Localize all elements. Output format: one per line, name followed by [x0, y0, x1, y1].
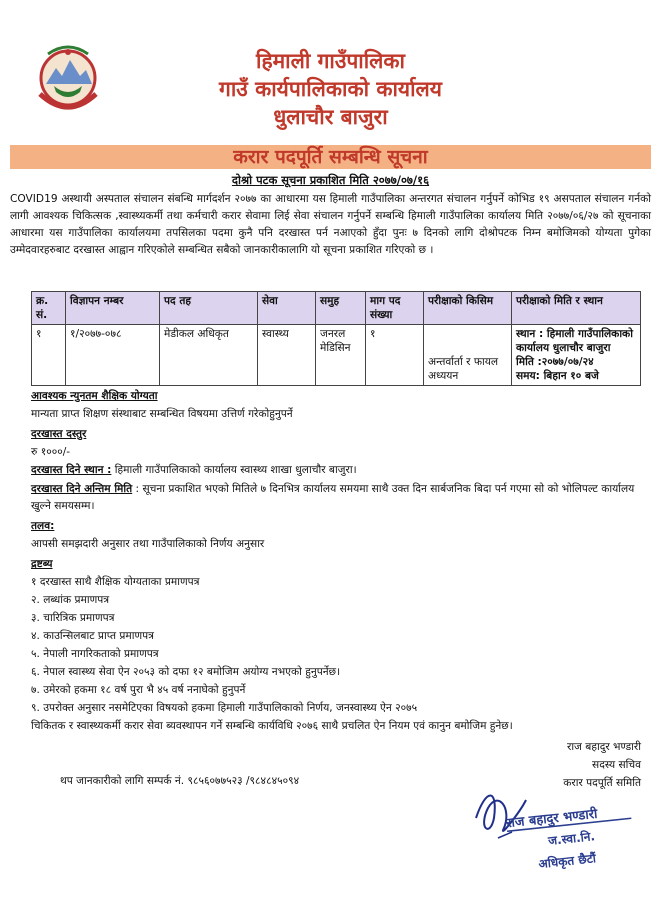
qualification-text: मान्यता प्राप्त शिक्षण संस्थाबाट सम्बन्धित विषयमा उत्तिर्ण गरेकोहुनुपर्ने: [31, 408, 293, 420]
vacancy-table: [31, 291, 641, 386]
intro-paragraph: COVID19 अस्थायी अस्पताल संचालन संबन्धि मार्गदर्शन २०७७ का आधारमा यस हिमाली गाउँपालिका अन्तरगत संचालन गर्नुपर्ने कोभिड १९ असपताल संचालन गर्नको लागी आवश्यक चिकित्सक ,स्वास्थ्यकर्मी तथा कर्मचारी करार सेवामा लिई सेवा संचालन गर्नुपर्ने सम्बन्धि हिमाली गाउँपालिका कार्यालय मिति २०७७/०६/२७ को सूचनाका आधारमा यस गाउँपालिका कार्यालयमा तपसिलका पदमा कुनै पनि दरखास्त पर्न नआएको हुँदा पुनः ७ दिनको लागि दोश्रोपटक निम्न बमोजिमको योग्यता पुगेका उम्मेदवारहरुबाट दरखास्त आह्वान गरिएकोले सम्बन्धित सबैको जानकारीकालागि यो सूचना प्रकाशित गरिएको छ ।: [10, 193, 651, 256]
place-heading: दरखास्त दिने स्थान :: [31, 464, 112, 476]
exam-place: स्थान : हिमाली गाउँपालिकाको कार्यालय धुलाचौर बाजुरा: [516, 328, 633, 354]
th-exam-type: परीक्षाको किसिम: [424, 292, 512, 325]
list-item: १ दरखास्त साथै शैक्षिक योग्यताका प्रमाणपत्र: [31, 576, 200, 588]
cell-sn: १: [32, 325, 66, 386]
exam-time: समय: बिहान १० बजे: [516, 370, 599, 382]
qualification-title: [31, 389, 646, 403]
header-line-3: धुलाचौर बाजुरा: [273, 105, 388, 129]
th-ad-no: विज्ञापन नम्बर: [66, 292, 160, 325]
cell-exam-date-place: [512, 325, 641, 386]
cell-ad-no: १/२०७७-०७८: [66, 325, 160, 386]
stamp-line-3: अधिकृत छैटौं: [537, 851, 597, 872]
signatory-role: सदस्य सचिव: [592, 759, 641, 771]
cell-group: जनरल मेडिसिन: [316, 325, 366, 386]
deadline-line: [31, 481, 646, 515]
list-item: ३. चारित्रिक प्रमाणपत्र: [31, 612, 115, 624]
list-item: ६. नेपाल स्वास्थ्य सेवा ऐन २०५३ को दफा १२ बमोजिम अयोग्य नभएको हुनुपर्नेछ।: [31, 666, 341, 678]
list-item: ७. उमेरको हकमा १८ वर्ष पुरा भै ४५ वर्ष ननाघेको हुनुपर्ने: [31, 684, 246, 696]
th-exam-date-place: परीक्षाको मिति र स्थान: [512, 292, 641, 325]
signature-stamp-icon: [468, 778, 638, 888]
contact-line: थप जानकारीको लागि सम्पर्क नं. ९८५६०७७५२३ /९८४८४५०९४: [60, 775, 300, 787]
exam-date: मिति :२०७७/०७/२४: [516, 356, 594, 368]
stamp-line-1: राज बहादुर भण्डारी: [505, 806, 599, 832]
deadline-heading: दरखास्त दिने अन्तिम मिति: [31, 483, 133, 495]
fee-heading: दरखास्त दस्तुर: [31, 428, 87, 440]
fee-text: रु १०००/-: [31, 446, 71, 458]
salary-title: [31, 519, 646, 533]
stamp-line-2: ज.स्वा.नि.: [547, 829, 596, 848]
place-text: हिमाली गाउँपालिकाको कार्यालय स्वास्थ्य शाखा धुलाचौर बाजुरा।: [111, 464, 357, 476]
list-item: ५. नेपाली नागरिकताको प्रमाणपत्र: [31, 648, 159, 660]
notes-heading: द्रष्टब्य: [31, 558, 53, 570]
exam-type-text: अन्तर्वार्ता र फायल अध्ययन: [428, 356, 499, 382]
cell-count: १: [366, 325, 424, 386]
th-sn: क्र. सं.: [32, 292, 66, 325]
place-line: [31, 463, 646, 477]
publish-subtitle: दोश्रो पटक सूचना प्रकाशित मिति २०७७/०७/१६: [231, 173, 430, 187]
table-row: [32, 325, 641, 386]
th-post: पद तह: [160, 292, 258, 325]
closing-text: चिकितक र स्वास्थ्यकर्मी करार सेवा ब्यवस्थापन गर्ने सम्बन्धि कार्यविधि २०७६ साथै प्रचलित ऐन नियम एवं कानुन बमोजिम हुनेछ।: [31, 720, 513, 732]
cell-post: मेडीकल अधिकृत: [160, 325, 258, 386]
fee-title: [31, 427, 646, 441]
signatory-committee: करार पदपूर्ति समिति: [563, 777, 641, 789]
qualification-heading: आवश्यक न्युनतम शैक्षिक योग्यता: [31, 390, 158, 402]
th-group: समुह: [316, 292, 366, 325]
signatory-name: राज बहादुर भण्डारी: [566, 741, 641, 753]
list-item: ४. काउन्सिलबाट प्राप्त प्रमाणपत्र: [31, 630, 154, 642]
notice-banner: करार पदपूर्ति सम्बन्धि सूचना: [10, 145, 651, 169]
cell-service: स्वास्थ्य: [258, 325, 316, 386]
notes-title: [31, 557, 646, 571]
list-item: ९. उपरोक्त अनुसार नसमेटिएका विषयको हकमा हिमाली गाउँपालिकाको निर्णय, जनस्वास्थ्य ऐन २०७५: [31, 702, 418, 714]
salary-text: आपसी समझदारी अनुसार तथा गाउँपालिकाको निर्णय अनुसार: [31, 538, 265, 550]
th-service: सेवा: [258, 292, 316, 325]
header-line-1: हिमाली गाउँपालिका: [256, 49, 405, 73]
th-count: माग पद संख्या: [366, 292, 424, 325]
salary-heading: तलव:: [31, 520, 55, 532]
table-header-row: [32, 292, 641, 325]
header-line-2: गाउँ कार्यपालिकाको कार्यालय: [219, 77, 442, 101]
deadline-text: : सूचना प्रकाशित भएको मितिले ७ दिनभित्र कार्यालय समयमा साथै उक्त दिन सार्बजनिक बिदा पर्न गएमा सो को भोलिपल्ट कार्यालय खुल्ने समयसम्म।: [31, 483, 635, 512]
cell-exam-type: [424, 325, 512, 386]
list-item: २. लब्धांक प्रमाणपत्र: [31, 594, 110, 606]
